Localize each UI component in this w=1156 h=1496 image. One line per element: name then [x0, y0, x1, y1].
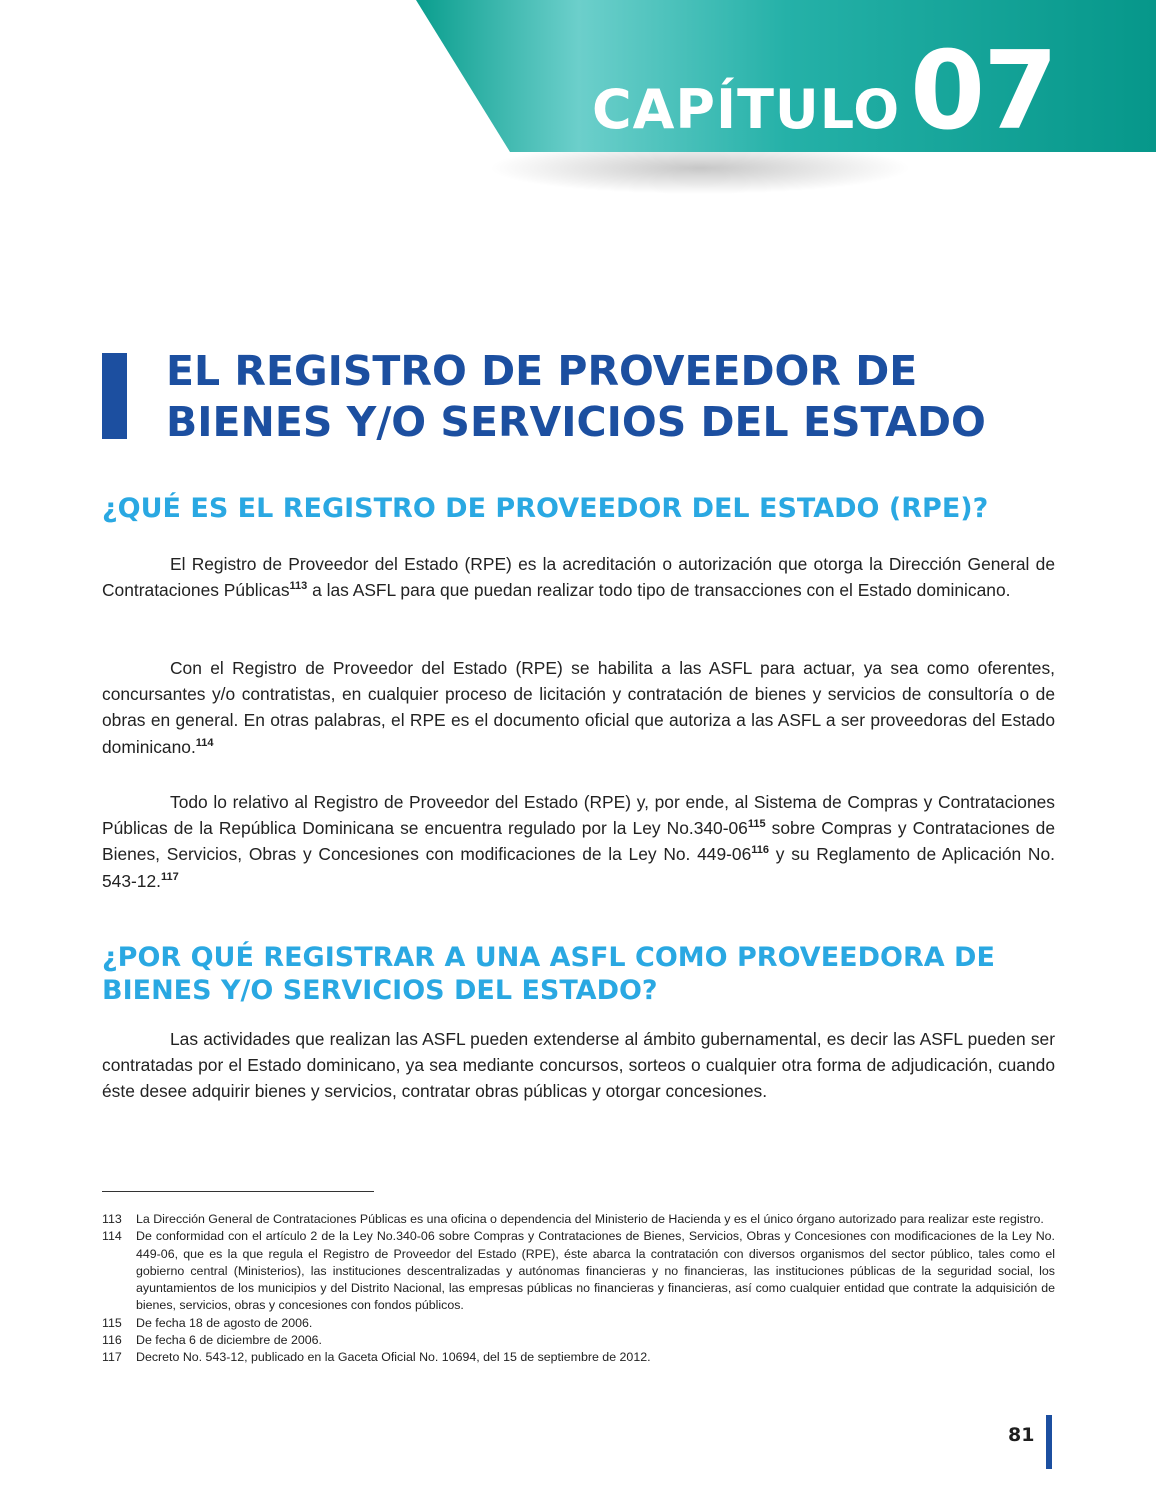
page-number: 81: [1008, 1424, 1035, 1446]
page-number-bar: [1046, 1415, 1052, 1469]
footnote-ref-117: 117: [160, 870, 179, 883]
paragraph-4: Las actividades que realizan las ASFL pueden extenderse al ámbito gubernamental, es decir las ASFL pueden ser contratadas por el Estado dominicano, ya sea mediante concursos, sorteos o cualquier otra forma de adjudicación, cuando éste desee adquirir bienes y servicios, contratar obras públicas y otorgar concesiones.: [102, 1029, 1055, 1102]
chapter-banner: [0, 0, 1156, 200]
chapter-label: CAPÍTULO: [592, 78, 901, 141]
paragraph-3: Todo lo relativo al Registro de Proveedor del Estado (RPE) y, por ende, al Sistema de Compras y Contrataciones Públicas de la República Dominicana se encuentra regulado por la Ley $No.340-06^{115}$ sobre Compras y Contrataciones de Bienes, Servicios, Obras y Concesiones con modificaciones de la Ley No. $449-06^{116}$ y su Reglamento de Aplicación No. 543-12.$^{117}$: [102, 792, 1055, 891]
footnote-ref-114: 114: [195, 736, 214, 749]
paragraph-1: El Registro de Proveedor del Estado (RPE) es la acreditación o autorización que otorga la Dirección General de Contrataciones Públicas$^{113}$ a las ASFL para que puedan realizar todo tipo de transacciones con el Estado dominicano.: [102, 554, 1055, 601]
footnote-ref-115: 115: [747, 818, 766, 831]
footnote-114: 114 De conformidad con el artículo 2 de la Ley No.340-06 sobre Compras y Contrataciones de Bienes, Servicios, Obras y Concesiones con modificaciones de la Ley No. 449-06, que es la que regula el Registro de Proveedor del Estado (RPE), éste abarca la contratación con diversos organismos del sector público, tales como el gobierno central (Ministerios), las instituciones descentralizadas y autónomas financieras y no financieras, las instituciones públicas de la seguridad social, los ayuntamientos de los municipios y del Distrito Nacional, las empresas públicas no financieras y financieras, así como cualquier entidad que contrate la adquisición de bienes, servicios, obras y concesiones con fondos públicos.: [102, 1229, 1055, 1313]
page-title-line-2: BIENES Y/O SERVICIOS DEL ESTADO: [166, 398, 986, 446]
page-title-line-1: EL REGISTRO DE PROVEEDOR DE: [166, 347, 918, 395]
title-accent-bar: [102, 353, 127, 439]
footnote-divider: [102, 1191, 374, 1192]
page-title: [166, 346, 986, 448]
footnotes: [102, 1211, 1055, 1367]
footnote-117: 117 Decreto No. 543-12, publicado en la Gaceta Oficial No. 10694, del 15 de septiembre de 2012.: [102, 1350, 651, 1365]
paragraph-2: Con el Registro de Proveedor del Estado (RPE) se habilita a las ASFL para actuar, ya sea como oferentes, concursantes y/o contratistas, en cualquier proceso de licitación y contratación de bienes y servicios de consultoría o de obras en general. En otras palabras, el RPE es el documento oficial que autoriza a las ASFL a ser proveedoras del Estado dominicano.$^{114}$: [102, 658, 1055, 757]
footnote-116: 116 De fecha 6 de diciembre de 2006.: [102, 1333, 322, 1348]
section-heading-why-register: ¿POR QUÉ REGISTRAR A UNA ASFL COMO PROVEEDORA DE BIENES Y/O SERVICIOS DEL ESTADO?: [102, 942, 995, 1006]
footnote-115: 115 De fecha 18 de agosto de 2006.: [102, 1315, 313, 1330]
footnote-113: 113 La Dirección General de Contrataciones Públicas es una oficina o dependencia del Ministerio de Hacienda y es el único órgano autorizado para realizar este registro.: [102, 1212, 1044, 1226]
footnote-ref-116: 116: [751, 844, 770, 857]
section-heading-what-is-rpe: ¿QUÉ ES EL REGISTRO DE PROVEEDOR DEL ESTADO (RPE)?: [102, 493, 989, 524]
chapter-number: 07: [910, 29, 1057, 154]
footnote-ref-113: 113: [289, 580, 308, 593]
